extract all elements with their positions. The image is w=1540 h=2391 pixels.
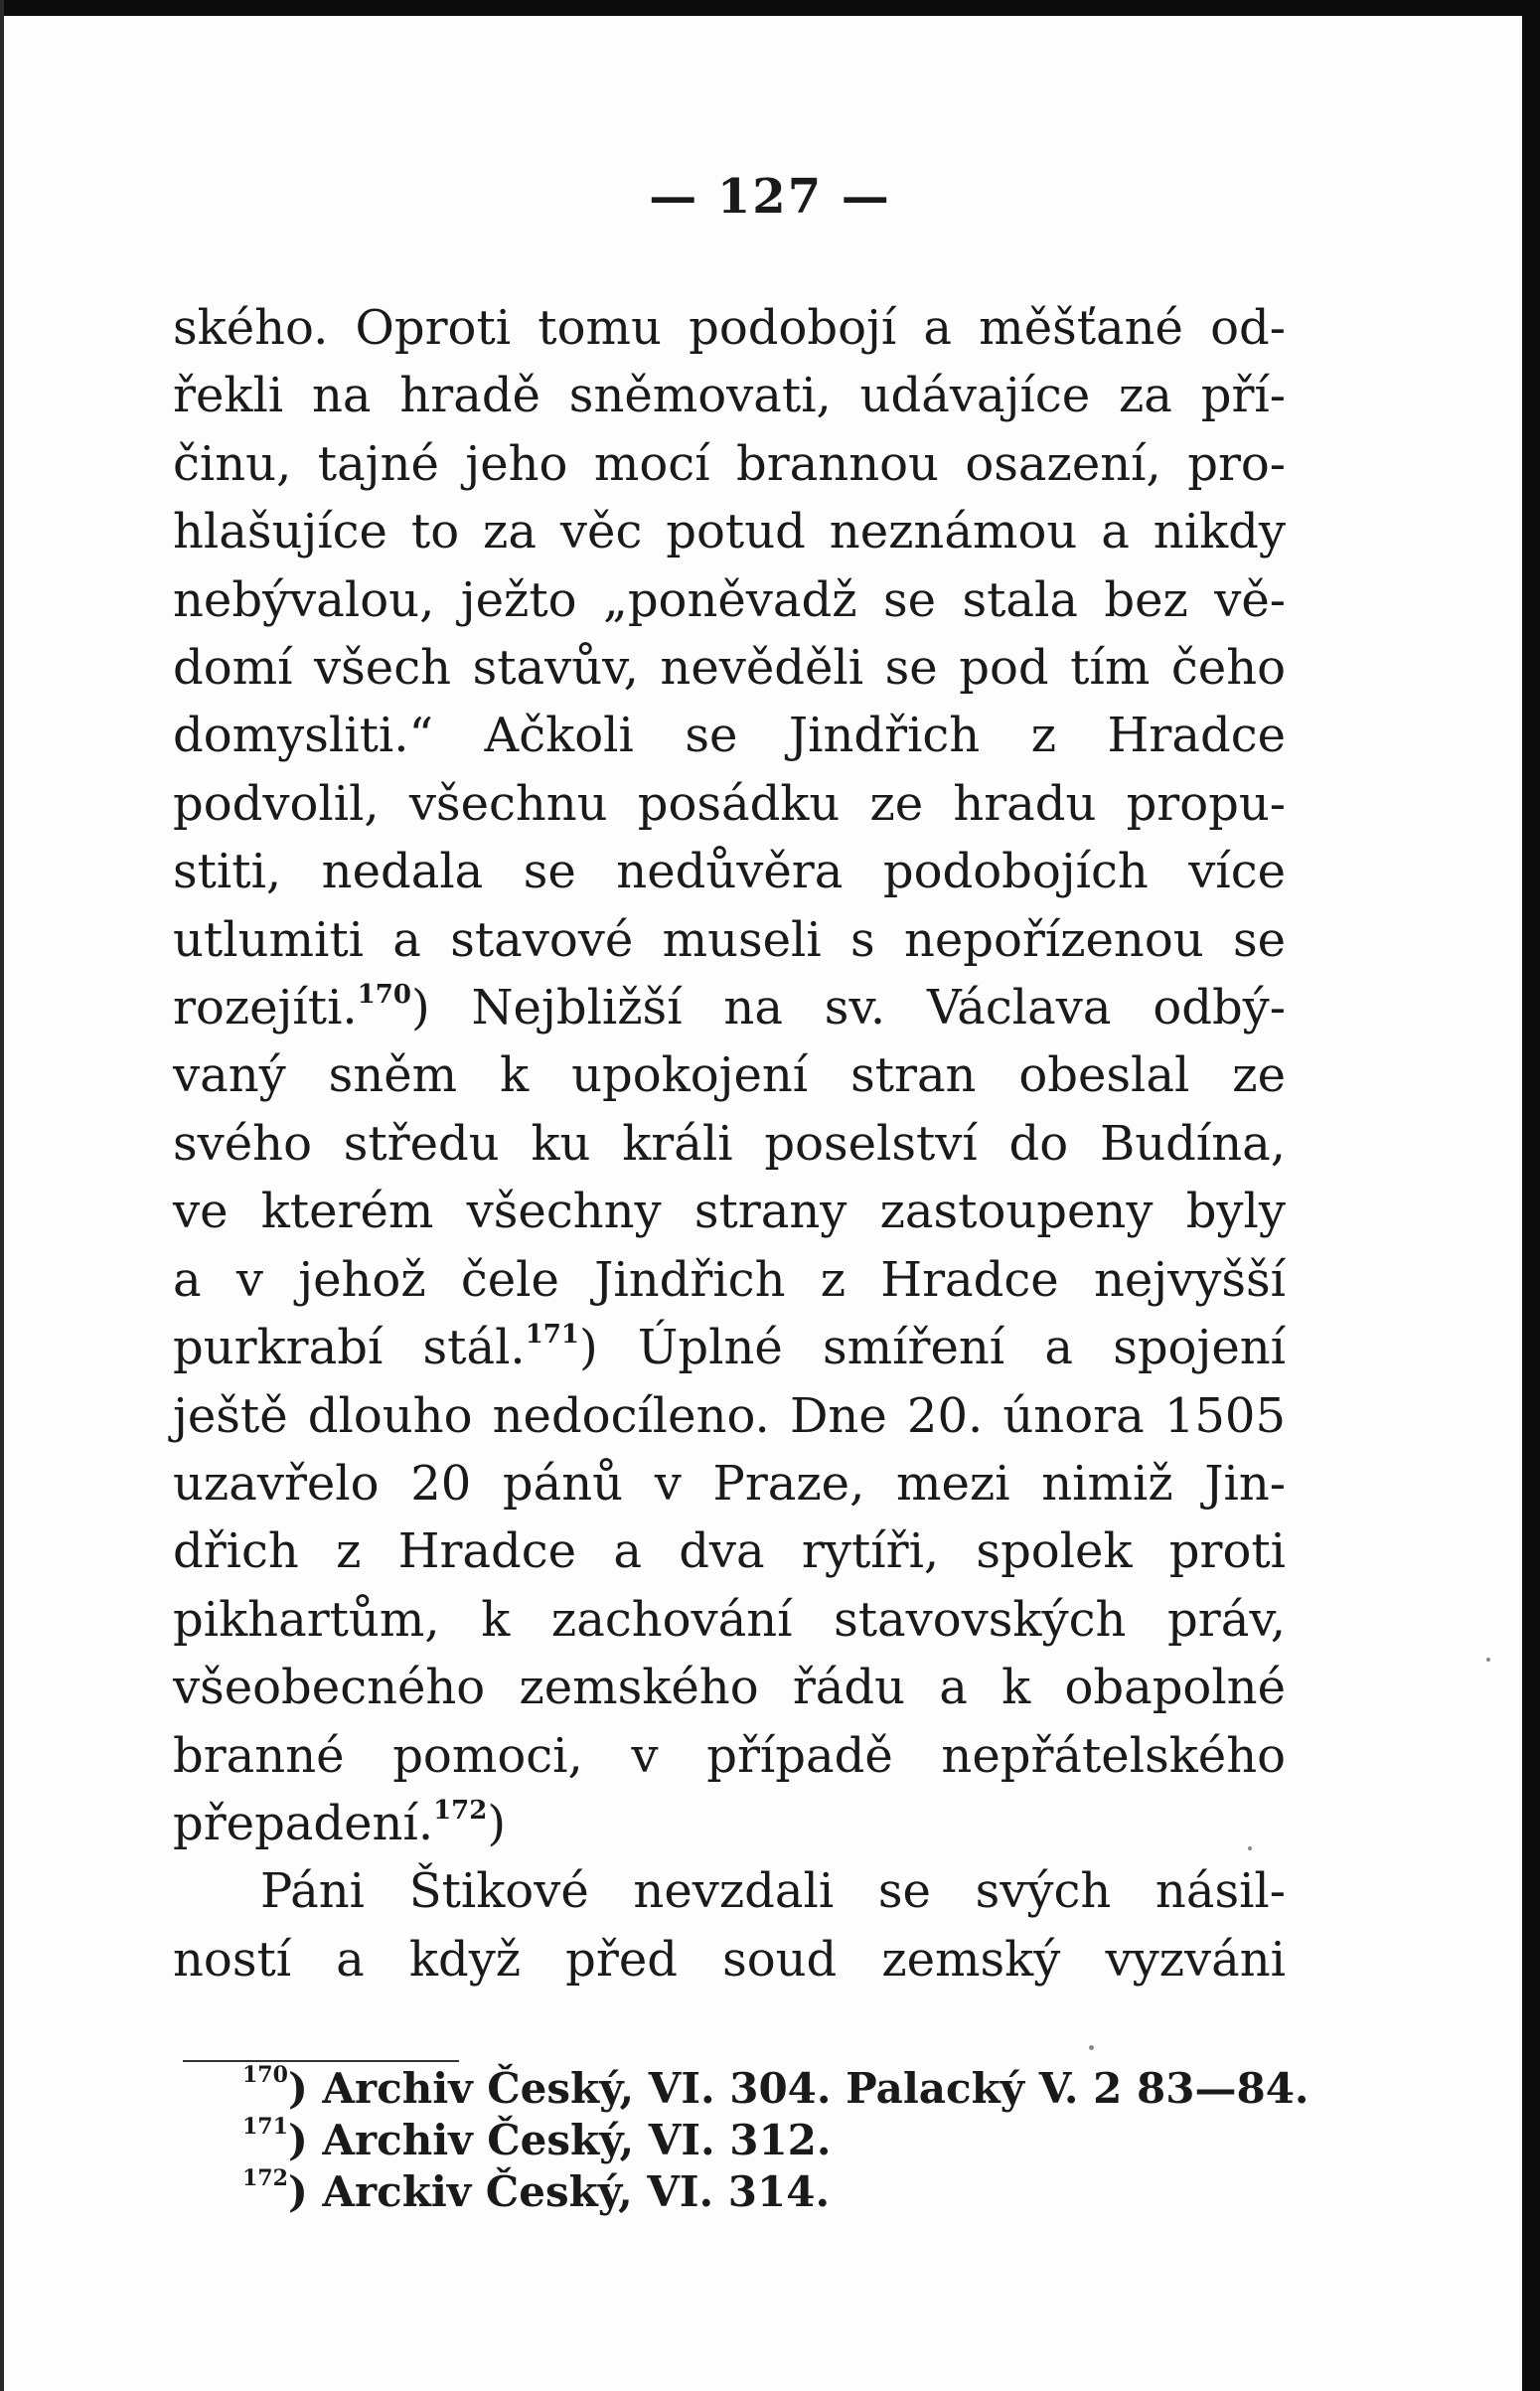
text-line-14: ve kterém všechny strany zastoupeny byly <box>173 1184 1286 1240</box>
text-fragment: ) Úplné smíření a spojení <box>578 1320 1286 1376</box>
text-line-5: nebývalou, ježto „poněvadž se stala bez vě- <box>173 571 1286 628</box>
text-line-16 <box>173 1314 1286 1381</box>
footnotes <box>242 2062 1309 2218</box>
footnote-172 <box>242 2166 1306 2218</box>
text-line-25: ností a když před soud zemský vyzváni <box>173 1931 1286 1988</box>
page-number: — 127 — <box>649 169 891 225</box>
text-line-20: pikhartům, k zachování stavovských práv, <box>173 1591 1286 1648</box>
footnote-170 <box>242 2062 1309 2115</box>
footnote-171 <box>242 2115 1306 2166</box>
text-fragment: přepadení. <box>173 1795 434 1851</box>
footnote-text: ) Arckiv Český, VI. 314. <box>287 2167 831 2216</box>
footnote-ref-171: 171 <box>525 1320 579 1351</box>
text-line-2: řekli na hradě sněmovati, udávajíce za pří- <box>173 368 1286 424</box>
scan-speck <box>1248 1846 1252 1850</box>
text-line-24: Páni Štikové nevzdali se svých násil- <box>260 1863 1286 1920</box>
text-fragment: ) Nejbližší na sv. Václava odbý- <box>410 980 1286 1036</box>
footnote-divider <box>183 2060 459 2062</box>
scan-border-top <box>0 0 1540 16</box>
text-line-10: utlumiti a stavové museli s nepořízenou se <box>173 911 1286 968</box>
text-line-23 <box>173 1790 1286 1857</box>
text-fragment: purkrabí stál. <box>173 1320 526 1376</box>
scan-speck <box>1486 1658 1490 1662</box>
footnote-text: ) Archiv Český, VI. 304. Palacký V. 2 83—84. <box>287 2064 1309 2113</box>
scan-speck <box>1089 2045 1094 2050</box>
scan-border-left <box>0 0 4 2391</box>
footnote-text: ) Archiv Český, VI. 312. <box>287 2116 832 2164</box>
footnote-mark: 172 <box>242 2165 288 2191</box>
text-line-19: dřich z Hradce a dva rytíři, spolek proti <box>173 1523 1286 1580</box>
text-line-1: ského. Oproti tomu podobojí a měšťané od- <box>173 300 1286 356</box>
text-line-18: uzavřelo 20 pánů v Praze, mezi nimiž Jin- <box>173 1455 1286 1512</box>
text-line-17: ještě dlouho nedocíleno. Dne 20. února 1505 <box>173 1387 1286 1444</box>
footnote-ref-170: 170 <box>357 980 411 1011</box>
text-line-3: činu, tajné jeho mocí brannou osazení, pro- <box>173 435 1286 492</box>
scan-border-right <box>1522 0 1540 2391</box>
footnote-mark: 170 <box>242 2062 288 2088</box>
text-fragment: ) <box>487 1795 507 1851</box>
text-line-4: hlašujíce to za věc potud neznámou a nikdy <box>173 504 1286 560</box>
text-line-6: domí všech stavův, nevěděli se pod tím čeho <box>173 640 1286 697</box>
text-fragment: rozejíti. <box>173 980 358 1036</box>
text-line-13: svého středu ku králi poselství do Budína, <box>173 1115 1286 1172</box>
text-line-21: všeobecného zemského řádu a k obapolné <box>173 1660 1286 1716</box>
text-line-7: domysliti.“ Ačkoli se Jindřich z Hradce <box>173 708 1286 764</box>
text-line-15: a v jehož čele Jindřich z Hradce nejvyšší <box>173 1251 1286 1308</box>
body-text <box>173 294 1286 1993</box>
text-line-11 <box>173 974 1286 1041</box>
text-line-9: stiti, nedala se nedůvěra podobojích více <box>173 844 1286 900</box>
text-line-12: vaný sněm k upokojení stran obeslal ze <box>173 1047 1286 1104</box>
text-line-8: podvolil, všechnu posádku ze hradu propu- <box>173 775 1286 832</box>
footnote-mark: 171 <box>242 2114 288 2140</box>
footnote-ref-172: 172 <box>433 1795 488 1826</box>
text-line-22: branné pomoci, v případě nepřátelského <box>173 1727 1286 1784</box>
